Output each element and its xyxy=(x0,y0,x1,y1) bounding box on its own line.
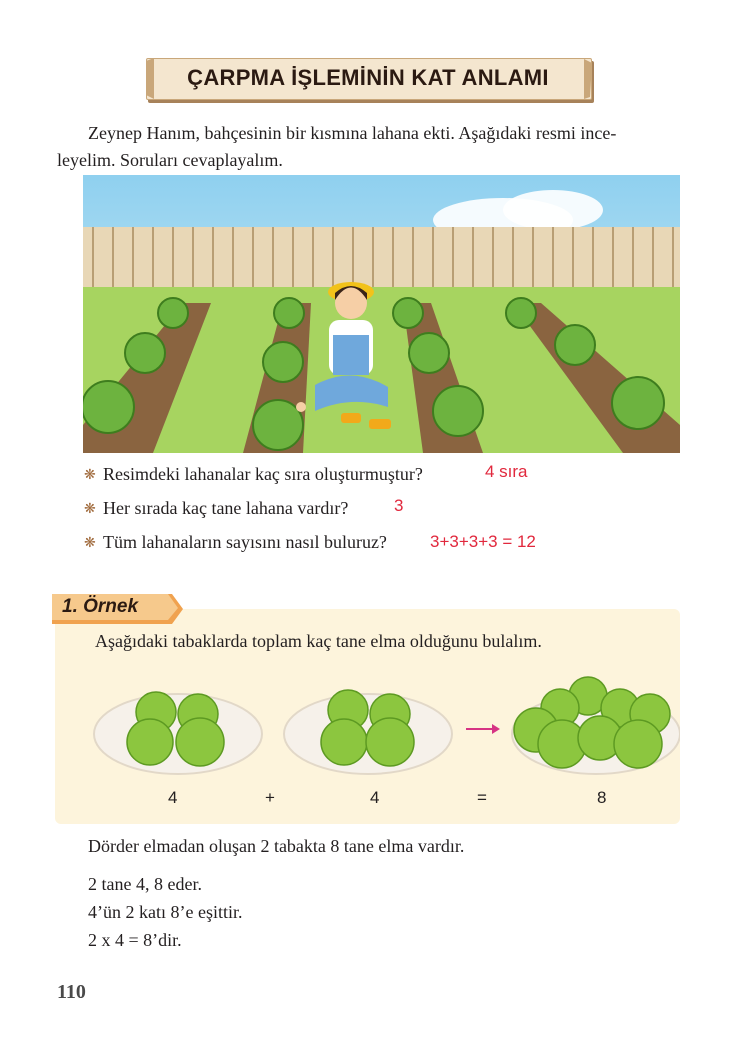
example-label: 1. Örnek xyxy=(62,596,139,617)
answer-3: 3+3+3+3 = 12 xyxy=(430,532,536,551)
equation-equals: = xyxy=(477,788,487,807)
question-1: Resimdeki lahanalar kaç sıra oluşturmuştur? xyxy=(103,464,423,484)
equation-plus: + xyxy=(265,788,275,807)
intro-line-2: leyelim. Soruları cevaplayalım. xyxy=(57,150,283,170)
question-3: Tüm lahanaların sayısını nasıl buluruz? xyxy=(103,532,387,552)
equation-term-2: 4 xyxy=(370,788,380,807)
equation-result: 8 xyxy=(597,788,607,807)
page-title: ÇARPMA İŞLEMİNİN KAT ANLAMI xyxy=(187,65,549,90)
fact-3: 2 x 4 = 8’dir. xyxy=(88,930,182,950)
bullet-icon: ❋ xyxy=(84,467,96,483)
page-number: 110 xyxy=(57,981,86,1003)
fact-1: 2 tane 4, 8 eder. xyxy=(88,874,202,894)
answer-1: 4 sıra xyxy=(485,462,528,481)
bullet-icon: ❋ xyxy=(84,501,96,517)
equation-term-1: 4 xyxy=(168,788,178,807)
example-prompt: Aşağıdaki tabaklarda toplam kaç tane elma olduğunu bulalım. xyxy=(95,631,542,651)
conclusion: Dörder elmadan oluşan 2 tabakta 8 tane elma vardır. xyxy=(88,836,465,856)
garden-illustration xyxy=(83,175,680,453)
answer-2: 3 xyxy=(394,496,404,515)
fact-2: 4’ün 2 katı 8’e eşittir. xyxy=(88,902,243,922)
question-2: Her sırada kaç tane lahana vardır? xyxy=(103,498,349,518)
apple-plates xyxy=(90,672,680,782)
bullet-icon: ❋ xyxy=(84,535,96,551)
intro-line-1: Zeynep Hanım, bahçesinin bir kısmına lahana ekti. Aşağıdaki resmi ince- xyxy=(88,123,617,143)
